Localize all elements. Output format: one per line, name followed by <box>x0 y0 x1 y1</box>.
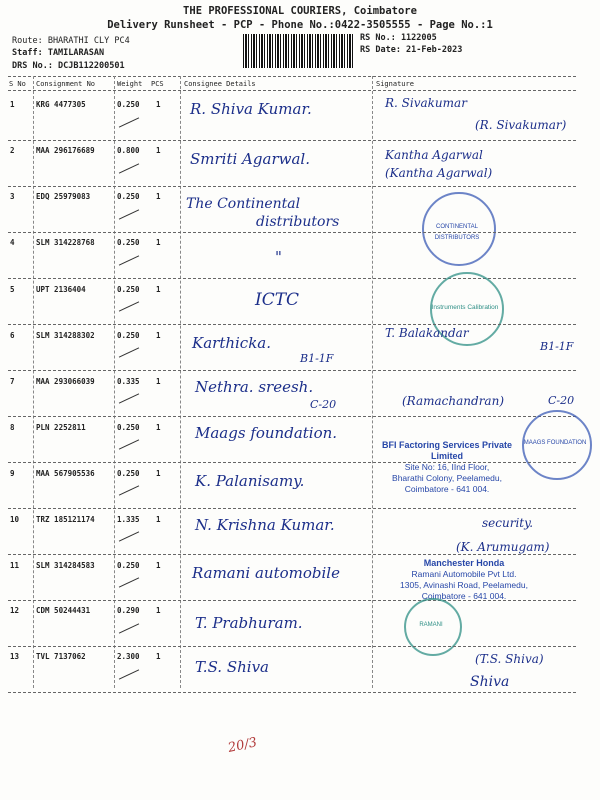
row-pcs: 1 <box>156 192 161 201</box>
row-pcs: 1 <box>156 606 161 615</box>
check-mark <box>119 393 139 403</box>
rs-number: RS No.: 1122005 <box>360 33 437 43</box>
staff-label: Staff: TAMILARASAN <box>12 48 105 58</box>
row-divider <box>8 186 576 187</box>
row-sno: 1 <box>10 100 15 109</box>
check-mark <box>119 531 139 541</box>
continental-seal-text: CONTINENTAL DISTRIBUTORS <box>434 224 480 241</box>
row-sno: 4 <box>10 238 15 247</box>
recipient-note: C-20 <box>548 394 575 407</box>
row-pcs: 1 <box>156 377 161 386</box>
honda-stamp-name: Manchester Honda <box>423 558 505 568</box>
maags-seal-text: MAAGS FOUNDATION <box>523 440 587 446</box>
check-mark <box>119 301 139 311</box>
row-weight: 0.250 <box>117 285 140 294</box>
consignee-name: N. Krishna Kumar. <box>195 516 335 534</box>
row-consignment-no: UPT 2136404 <box>36 285 86 294</box>
consignee-name: Karthicka. <box>192 334 272 352</box>
check-mark <box>119 163 139 173</box>
consignee-note: C-20 <box>310 398 337 411</box>
row-pcs: 1 <box>156 561 161 570</box>
row-divider <box>8 646 576 647</box>
footer-initials: 20/3 <box>226 735 259 756</box>
column-divider <box>114 76 115 688</box>
row-consignment-no: KRG 4477305 <box>36 100 86 109</box>
col-header-weight: Weight <box>117 80 143 88</box>
row-consignment-no: TRZ 185121174 <box>36 515 95 524</box>
check-mark <box>119 669 139 679</box>
recipient-name: (K. Arumugam) <box>456 540 550 554</box>
consignee-name: Smriti Agarwal. <box>190 150 310 168</box>
column-divider <box>372 76 373 688</box>
row-consignment-no: SLM 314288302 <box>36 331 95 340</box>
ramani-seal-text: RAMANI <box>419 622 443 628</box>
runsheet-subtitle: Delivery Runsheet - PCP - Phone No.:0422-3505555 - Page No.:1 <box>107 19 493 31</box>
row-weight: 0.250 <box>117 423 140 432</box>
recipient-name: (Kantha Agarwal) <box>385 166 493 180</box>
row-consignment-no: MAA 567905536 <box>36 469 95 478</box>
recipient-note: B1-1F <box>540 340 574 353</box>
recipient-signature: T. Balakandar <box>385 326 469 340</box>
col-header-consignee: Consignee Details <box>184 80 256 88</box>
row-weight: 0.250 <box>117 469 140 478</box>
consignee-name: ICTC <box>255 290 300 310</box>
row-divider <box>8 462 576 463</box>
row-weight: 0.250 <box>117 331 140 340</box>
row-divider <box>8 554 576 555</box>
consignee-name: T. Prabhuram. <box>195 614 303 632</box>
consignee-note: B1-1F <box>300 352 334 365</box>
row-sno: 10 <box>10 515 20 524</box>
consignee-name: R. Shiva Kumar. <box>190 100 312 118</box>
honda-stamp-line1: Ramani Automobile Pvt Ltd. <box>411 569 517 579</box>
row-pcs: 1 <box>156 515 161 524</box>
row-sno: 12 <box>10 606 20 615</box>
col-header-sno: S No <box>9 80 26 88</box>
row-weight: 0.250 <box>117 100 140 109</box>
row-sno: 7 <box>10 377 15 386</box>
row-pcs: 1 <box>156 469 161 478</box>
row-pcs: 1 <box>156 285 161 294</box>
row-divider <box>8 370 576 371</box>
recipient-signature: Kantha Agarwal <box>385 148 483 162</box>
row-consignment-no: TVL 7137062 <box>36 652 86 661</box>
header-rule <box>8 90 576 91</box>
row-consignment-no: PLN 2252811 <box>36 423 86 432</box>
row-pcs: 1 <box>156 331 161 340</box>
row-consignment-no: SLM 314228768 <box>36 238 95 247</box>
consignee-name: The Continental <box>186 196 301 212</box>
honda-stamp-line2: 1305, Avinashi Road, Peelamedu, <box>400 580 528 590</box>
recipient-name: (R. Sivakumar) <box>475 118 567 132</box>
recipient-signature: R. Sivakumar <box>385 96 467 110</box>
row-sno: 5 <box>10 285 15 294</box>
bfi-stamp-name: BFI Factoring Services Private Limited <box>381 440 513 461</box>
row-sno: 2 <box>10 146 15 155</box>
row-sno: 11 <box>10 561 20 570</box>
row-divider <box>8 232 576 233</box>
col-header-pcs: PCS <box>151 80 164 88</box>
row-consignment-no: MAA 296176689 <box>36 146 95 155</box>
row-weight: 1.335 <box>117 515 140 524</box>
recipient-name: (Ramachandran) <box>402 394 504 408</box>
row-weight: 0.250 <box>117 192 140 201</box>
row-pcs: 1 <box>156 238 161 247</box>
barcode <box>243 34 355 68</box>
recipient-name: (T.S. Shiva) <box>475 652 544 666</box>
row-pcs: 1 <box>156 423 161 432</box>
row-divider <box>8 600 576 601</box>
table-top-rule <box>8 76 576 77</box>
row-weight: 0.250 <box>117 238 140 247</box>
consignee-name: Maags foundation. <box>195 424 338 442</box>
row-weight: 0.335 <box>117 377 140 386</box>
check-mark <box>119 255 139 265</box>
check-mark <box>119 439 139 449</box>
row-divider <box>8 324 576 325</box>
document-title: THE PROFESSIONAL COURIERS, Coimbatore <box>183 5 417 17</box>
row-divider <box>8 508 576 509</box>
row-sno: 13 <box>10 652 20 661</box>
row-consignment-no: MAA 293066039 <box>36 377 95 386</box>
consignee-name: K. Palanisamy. <box>195 472 305 490</box>
check-mark <box>119 347 139 357</box>
consignee-name-continued: distributors <box>256 214 340 230</box>
bfi-stamp-line2: Bharathi Colony, Peelamedu, <box>392 473 502 483</box>
row-pcs: 1 <box>156 100 161 109</box>
row-weight: 2.300 <box>117 652 140 661</box>
check-mark <box>119 623 139 633</box>
route-label: Route: BHARATHI CLY PC4 <box>12 36 130 46</box>
row-weight: 0.250 <box>117 561 140 570</box>
consignee-name: T.S. Shiva <box>195 658 269 676</box>
check-mark <box>119 209 139 219</box>
bfi-stamp <box>372 440 522 495</box>
bfi-stamp-line3: Coimbatore - 641 004. <box>404 484 490 494</box>
consignee-name: Nethra. sreesh. <box>195 378 314 396</box>
row-divider <box>8 416 576 417</box>
row-sno: 6 <box>10 331 15 340</box>
row-pcs: 1 <box>156 652 161 661</box>
row-sno: 3 <box>10 192 15 201</box>
row-pcs: 1 <box>156 146 161 155</box>
check-mark <box>119 577 139 587</box>
recipient-signature: security. <box>482 516 534 530</box>
honda-stamp <box>384 558 544 602</box>
check-mark <box>119 485 139 495</box>
row-weight: 0.800 <box>117 146 140 155</box>
column-divider <box>33 76 34 688</box>
row-sno: 8 <box>10 423 15 432</box>
rs-date: RS Date: 21-Feb-2023 <box>360 45 463 55</box>
drs-number: DRS No.: DCJB112200501 <box>12 61 125 71</box>
col-header-consignment: Consignment No <box>36 80 96 88</box>
row-divider <box>8 140 576 141</box>
consignee-ditto: " <box>275 248 282 266</box>
row-weight: 0.290 <box>117 606 140 615</box>
honda-stamp-line3: Coimbatore - 641 004. <box>421 591 507 601</box>
calibration-seal-text: Instruments Calibration <box>431 304 499 311</box>
check-mark <box>119 117 139 127</box>
row-consignment-no: SLM 314284583 <box>36 561 95 570</box>
consignee-name: Ramani automobile <box>192 564 340 582</box>
row-consignment-no: EDQ 25979083 <box>36 192 91 201</box>
bfi-stamp-line1: Site No: 16, IInd Floor, <box>404 462 490 472</box>
row-divider <box>8 278 576 279</box>
row-consignment-no: CDM 50244431 <box>36 606 91 615</box>
recipient-signature: Shiva <box>470 674 510 690</box>
column-divider <box>180 76 181 688</box>
row-sno: 9 <box>10 469 15 478</box>
col-header-signature: Signature <box>376 80 414 88</box>
table-bottom-rule <box>8 692 576 693</box>
